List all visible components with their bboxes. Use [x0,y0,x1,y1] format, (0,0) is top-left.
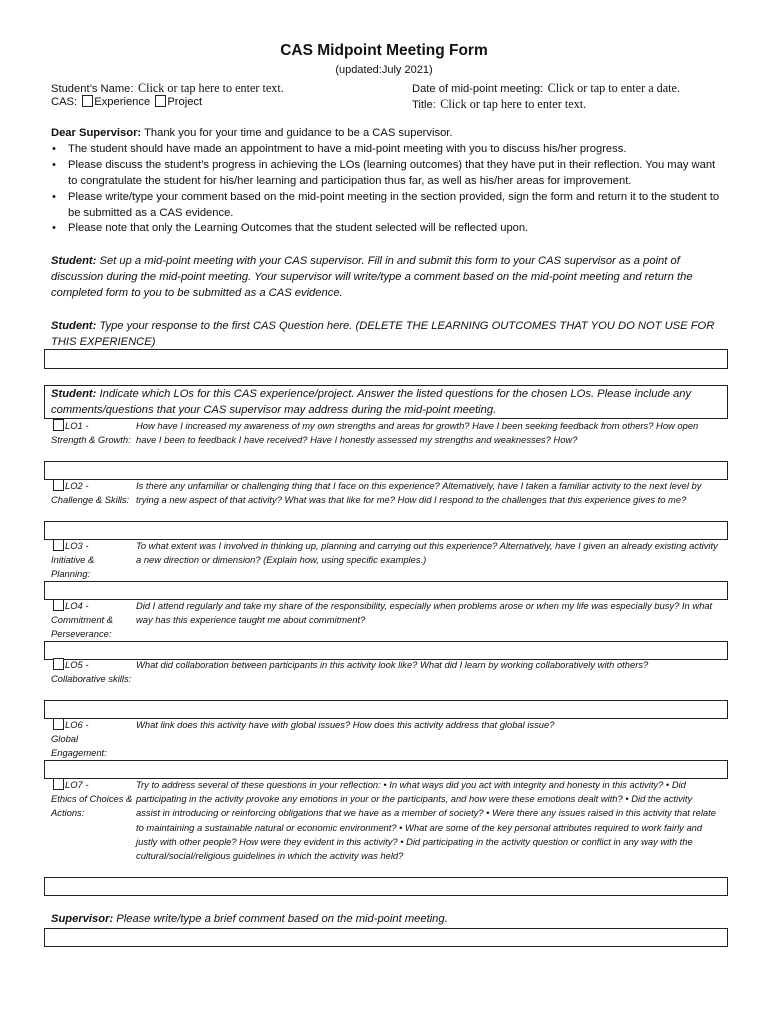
first-question [51,319,726,351]
lo1-code: LO1 - [65,420,89,431]
lo5-name: Collaborative skills: [51,673,132,685]
lo5-response-box[interactable] [44,700,728,719]
supervisor-note-list [51,142,726,237]
lo-instruction-label: Student: [51,388,97,400]
lo7-code: LO7 - [65,779,89,790]
lo7-response-box[interactable] [44,877,728,896]
lo6-question: What link does this activity have with global issues? How does this activity address that global issue? [136,719,555,730]
lo1-label [51,419,133,447]
meeting-date-label: Date of mid-point meeting: [412,83,544,95]
lo7-name: Ethics of Choices & Actions: [51,793,133,819]
lo4-name: Commitment & Perseverance: [51,614,113,640]
first-question-response-box[interactable] [44,349,728,369]
lo3-code: LO3 - [65,540,89,551]
title-row [412,95,586,113]
lo2-name: Challenge & Skills: [51,494,130,506]
lo4-code: LO4 - [65,600,89,611]
lo7-question: Try to address several of these questions in your reflection: • In what ways did you act with integrity and honesty in this activity? • Did participating in the activity provoke any emotions in your or the participants, and how were these emotions dealt with? • Did the activity assist in introducing or reinforcing obligations that we have as a member of society? • Were there any issues raised in this activity that relate to maintaining a sustainable natural or economic environment? • What are some of the key personal attributes required to work fairly and justly with other people? How were they evident in this activity? • Did participating in the activity question or conflict in any way with the cultural/social/religious guidelines in which the activity was held? [136,779,716,862]
student-instruction [51,254,726,302]
supervisor-comment-label: Supervisor: [51,913,114,925]
experience-label: Experience [94,96,151,108]
lo-instruction-text: Indicate which LOs for this CAS experience/project. Answer the listed questions for the chosen LOs. Please include any comments/questions that your CAS supervisor may address during the mid-point meeting. [51,388,692,416]
lo1-response-box[interactable] [44,461,728,480]
supervisor-note-intro: Thank you for your time and guidance to be a CAS supervisor. [144,127,453,139]
lo6-label [51,718,133,761]
project-label: Project [167,96,203,108]
student-name-label: Student’s Name: [51,83,134,95]
lo-instruction-box [44,385,728,419]
title-label: Title: [412,99,436,111]
first-question-text: Type your response to the first CAS Question here. (DELETE THE LEARNING OUTCOMES THAT YOU DO NOT USE FOR THIS EXPERIENCE) [51,320,715,348]
lo6-name: Global Engagement: [51,733,107,759]
supervisor-comment-box[interactable] [44,928,728,947]
lo1-question: How have I increased my awareness of my own strengths and areas for growth? Have I been seeking feedback from others? How open have I been to feedback I have received? Have I honestly assessed my strengths and weaknesses? How? [136,420,699,446]
supervisor-note-heading: Dear Supervisor: [51,127,142,139]
supervisor-note [51,126,726,237]
lo6-code: LO6 - [65,719,89,730]
student-instruction-label: Student: [51,255,97,267]
project-checkbox[interactable] [155,95,166,107]
cas-type-row [51,95,202,108]
lo3-checkbox[interactable] [53,539,64,551]
lo2-label [51,479,133,507]
title-field[interactable]: Click or tap here to enter text. [440,97,587,111]
supervisor-comment [51,912,726,928]
form-title: CAS Midpoint Meeting Form [280,42,488,59]
first-question-label: Student: [51,320,97,332]
lo2-question: Is there any unfamiliar or challenging thing that I face on this experience? Alternatively, have I taken a familiar activity to the next level by trying a new aspect of that activity? What was that like for me? How did I respond to the challenges that this experience gives to me? [136,480,702,506]
lo6-checkbox[interactable] [53,718,64,730]
lo4-question: Did I attend regularly and take my share of the responsibility, especially when problems arose or when my life was especially busy? In what way has this experience taught me about commitment? [136,600,713,626]
lo6-response-box[interactable] [44,760,728,779]
lo7-checkbox[interactable] [53,778,64,790]
cas-label: CAS: [51,96,78,108]
experience-checkbox[interactable] [82,95,93,107]
supervisor-comment-text: Please write/type a brief comment based on the mid-point meeting. [116,913,448,925]
lo1-name: Strength & Growth: [51,434,131,446]
list-item: • The student should have made an appointment to have a mid-point meeting with you to discuss his/her progress. [51,142,726,158]
lo5-code: LO5 - [65,659,89,670]
list-item: • Please write/type your comment based on the mid-point meeting in the section provided, sign the form and return it to the student to be submitted as a CAS evidence. [51,190,726,222]
student-instruction-text: Set up a mid-point meeting with your CAS supervisor. Fill in and submit this form to your CAS supervisor as a point of discussion during the mid-point meeting. Your supervisor will write/type a comment based on the mid-point meeting and return the completed form to you to be submitted as a CAS evidence. [51,255,693,299]
lo4-label [51,599,133,642]
lo1-checkbox[interactable] [53,419,64,431]
lo5-label [51,658,133,686]
lo2-response-box[interactable] [44,521,728,540]
lo5-checkbox[interactable] [53,658,64,670]
lo2-checkbox[interactable] [53,479,64,491]
lo3-name: Initiative & Planning: [51,554,95,580]
lo3-response-box[interactable] [44,581,728,600]
list-item: • Please note that only the Learning Outcomes that the student selected will be reflected upon. [51,221,726,237]
meeting-date-field[interactable]: Click or tap to enter a date. [547,81,680,95]
lo4-checkbox[interactable] [53,599,64,611]
lo2-code: LO2 - [65,480,89,491]
lo5-question: What did collaboration between participants in this activity look like? What did I learn by working collaboratively with others? [136,659,649,670]
lo3-question: To what extent was I involved in thinking up, planning and carrying out this experience? Alternatively, have I given an already existing activity a new direction or dimension? (Explain how, using specific examples.) [136,540,718,566]
student-name-field[interactable]: Click or tap here to enter text. [137,81,284,95]
lo7-label [51,778,133,821]
updated-date: (updated:July 2021) [335,64,433,76]
list-item: • Please discuss the student’s progress in achieving the LOs (learning outcomes) that they have put in their reflection. You may want to congratulate the student for his/her learning and participation thus far, as well as his/her areas for improvement. [51,158,726,190]
lo3-label [51,539,133,582]
